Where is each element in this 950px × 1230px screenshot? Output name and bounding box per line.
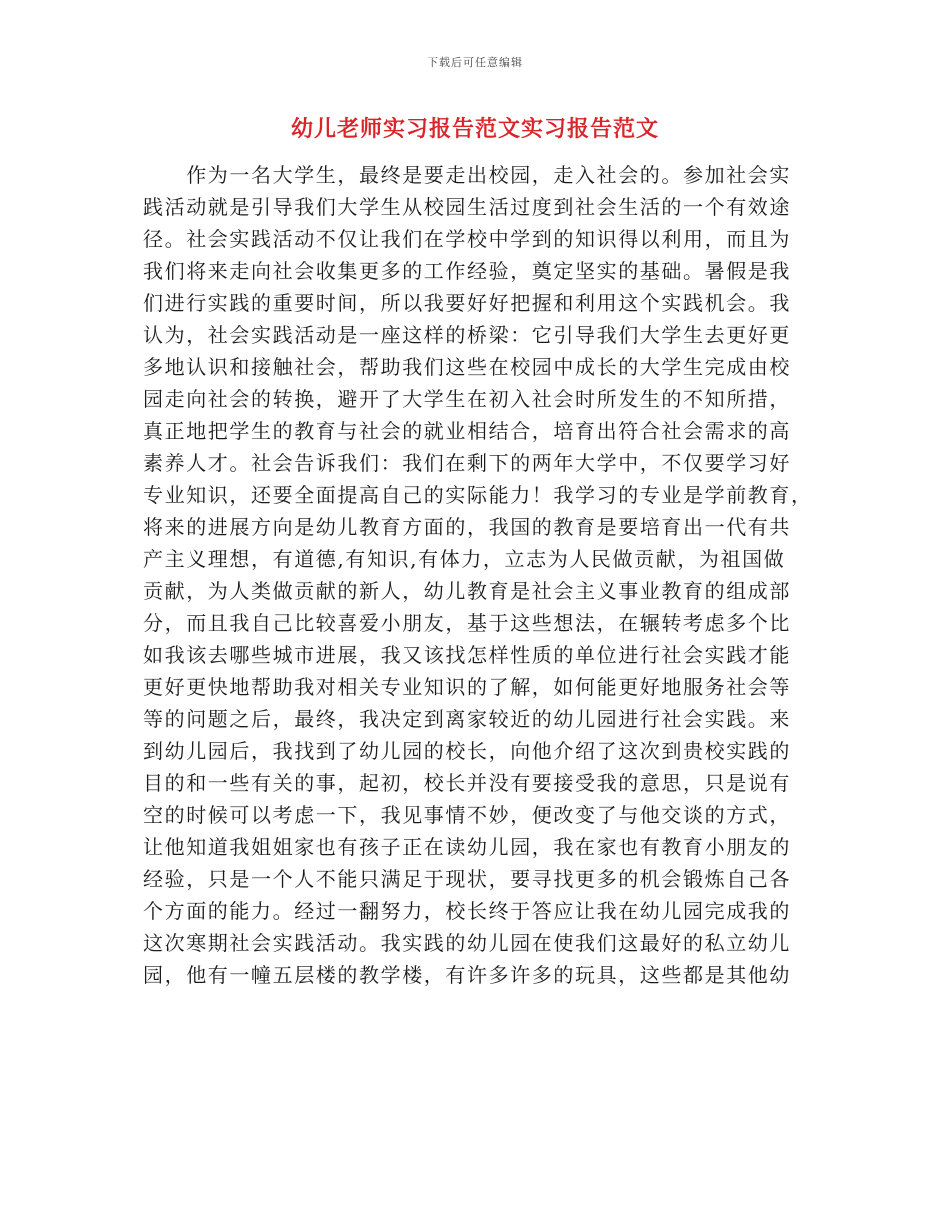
text-line: 园走向社会的转换，避开了大学生在初入社会时所发生的不知所措， — [143, 387, 791, 411]
text-line: 素养人才。社会告诉我们：我们在剩下的两年大学中，不仅要学习好 — [143, 451, 791, 475]
body-paragraph — [143, 159, 813, 991]
text-line: 径。社会实践活动不仅让我们在学校中学到的知识得以利用，而且为 — [143, 227, 791, 251]
header-note: 下载后可任意编辑 — [427, 56, 523, 69]
text-line: 经验，只是一个人不能只满足于现状，要寻找更多的机会锻炼自己各 — [143, 867, 791, 891]
text-line: 们进行实践的重要时间，所以我要好好把握和利用这个实践机会。我 — [143, 291, 791, 315]
text-line: 认为，社会实践活动是一座这样的桥梁：它引导我们大学生去更好更 — [143, 323, 791, 347]
text-line: 多地认识和接触社会，帮助我们这些在校园中成长的大学生完成由校 — [143, 355, 791, 379]
text-line: 等的问题之后，最终，我决定到离家较近的幼儿园进行社会实践。来 — [143, 707, 791, 731]
text-line: 到幼儿园后，我找到了幼儿园的校长，向他介绍了这次到贵校实践的 — [143, 739, 791, 763]
text-line: 真正地把学生的教育与社会的就业相结合，培育出符合社会需求的高 — [143, 419, 791, 443]
text-line: 个方面的能力。经过一翻努力，校长终于答应让我在幼儿园完成我的 — [143, 899, 791, 923]
text-line: 目的和一些有关的事，起初，校长并没有要接受我的意思，只是说有 — [143, 771, 791, 795]
text-line: 践活动就是引导我们大学生从校园生活过度到社会生活的一个有效途 — [143, 195, 791, 219]
text-line: 园，他有一幢五层楼的教学楼，有许多许多的玩具，这些都是其他幼 — [143, 963, 791, 987]
text-line: 让他知道我姐姐家也有孩子正在读幼儿园，我在家也有教育小朋友的 — [143, 835, 791, 859]
document-title: 幼儿老师实习报告范文实习报告范文 — [290, 116, 659, 142]
text-line: 贡献，为人类做贡献的新人，幼儿教育是社会主义事业教育的组成部 — [143, 579, 791, 603]
text-line: 我们将来走向社会收集更多的工作经验，奠定坚实的基础。暑假是我 — [143, 259, 791, 283]
text-line: 更好更快地帮助我对相关专业知识的了解，如何能更好地服务社会等 — [143, 675, 791, 699]
text-line: 产主义理想，有道德,有知识,有体力，立志为人民做贡献，为祖国做 — [143, 547, 786, 571]
text-line: 空的时候可以考虑一下，我见事情不妙，便改变了与他交谈的方式， — [143, 803, 791, 827]
text-line: 分，而且我自己比较喜爱小朋友，基于这些想法，在辗转考虑多个比 — [143, 611, 791, 635]
text-line: 专业知识，还要全面提高自己的实际能力！我学习的专业是学前教育， — [143, 483, 813, 507]
text-line: 将来的进展方向是幼儿教育方面的，我国的教育是要培育出一代有共 — [143, 515, 791, 539]
text-line: 作为一名大学生，最终是要走出校园，走入社会的。参加社会实 — [143, 163, 791, 187]
text-line: 如我该去哪些城市进展，我又该找怎样性质的单位进行社会实践才能 — [143, 643, 791, 667]
text-line: 这次寒期社会实践活动。我实践的幼儿园在使我们这最好的私立幼儿 — [143, 931, 791, 955]
